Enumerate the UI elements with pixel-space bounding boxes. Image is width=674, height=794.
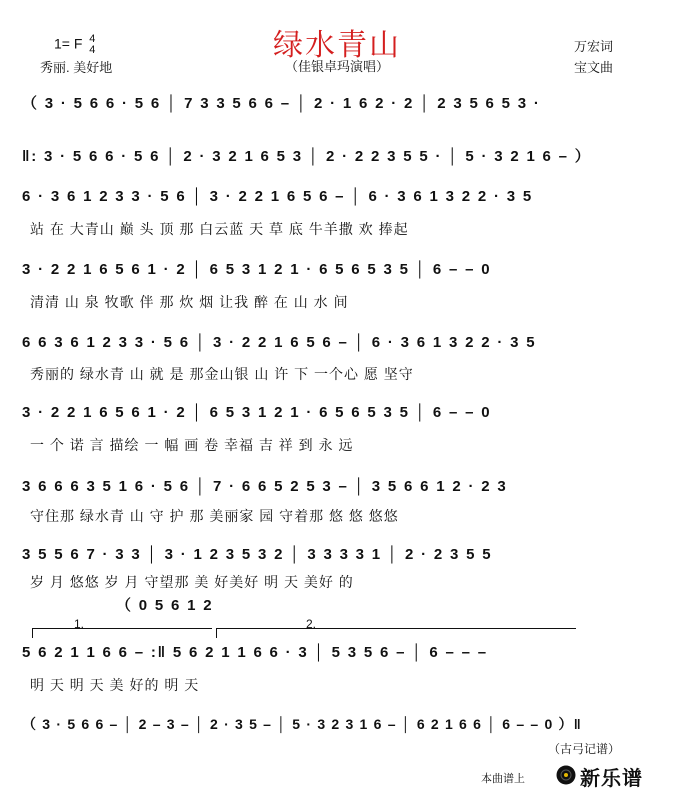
song-title: 绿水青山 bbox=[273, 29, 401, 62]
lyrics-line-2: 清清 山 泉 牧歌 伴 那 炊 烟 让我 醉 在 山 水 间 bbox=[30, 294, 349, 310]
melody-line-2: 3 · 2 2 1 6 5 6 1 · 2 │ 6 5 3 1 2 1 · 6 5 6 5 3 5 │ 6 – – 0 bbox=[22, 261, 492, 278]
lyrics-line-5: 守住那 绿水青 山 守 护 那 美丽家 园 守着那 悠 悠 悠悠 bbox=[30, 508, 399, 524]
time-bottom: 4 bbox=[89, 44, 96, 56]
brand-logo-text[interactable]: 新乐谱 bbox=[580, 768, 643, 790]
tempo-mood: 秀丽. 美好地 bbox=[40, 60, 113, 75]
melody-line-5: 3 6 6 6 3 5 1 6 · 5 6 │ 7 · 6 6 5 2 5 3 – │ 3 5 6 6 1 2 · 2 3 bbox=[22, 478, 508, 495]
volta-2-bracket bbox=[216, 628, 576, 629]
transcriber-credit: （古弓记谱） bbox=[548, 742, 621, 756]
melody-line-7: 5 6 2 1 1 6 6 – :‖ 5 6 2 1 1 6 6 · 3 │ 5 3 5 6 – │ 6 – – – bbox=[22, 644, 488, 661]
melody-line-6: 3 5 5 6 7 · 3 3 │ 3 · 1 2 3 5 3 2 │ 3 3 3 3 1 │ 2 · 2 3 5 5 bbox=[22, 546, 493, 563]
volta-1-bracket bbox=[32, 628, 212, 629]
intro-line-2: ‖: 3 · 5 6 6 · 5 6 │ 2 · 3 2 1 6 5 3 │ 2 · 2 2 3 5 5 · │ 5 · 3 2 1 6 – ） bbox=[22, 148, 592, 165]
upload-credit: 本曲谱上 bbox=[481, 773, 525, 785]
time-top: 4 bbox=[89, 33, 96, 45]
performer-subtitle: （佳银卓玛演唱） bbox=[284, 59, 389, 74]
intro-line-1: （ 3 · 5 6 6 · 5 6 │ 7 3 3 5 6 6 – │ 2 · 1 6 2 · 2 │ 2 3 5 6 5 3 · bbox=[22, 95, 541, 112]
volta-2-label: 2. bbox=[306, 617, 317, 631]
volta-1-label: 1. bbox=[74, 617, 85, 631]
volta-1-edge bbox=[32, 628, 33, 638]
lyrics-line-7: 明 天 明 天 美 好的 明 天 bbox=[30, 677, 200, 693]
pickup-notes: （ 0 5 6 1 2 bbox=[116, 597, 214, 614]
melody-line-1: 6 · 3 6 1 2 3 3 · 5 6 │ 3 · 2 2 1 6 5 6 – │ 6 · 3 6 1 3 2 2 · 3 5 bbox=[22, 188, 533, 205]
outro-line: （ 3 · 5 6 6 – │ 2 – 3 – │ 2 · 3 5 – │ 5 · 3 2 3 1 6 – │ 6 2 1 6 6 │ 6 – – 0 ）‖ bbox=[22, 716, 582, 732]
volta-2-edge bbox=[216, 628, 217, 638]
key-text: 1= F bbox=[54, 35, 83, 52]
lyrics-line-3: 秀丽的 绿水青 山 就 是 那金山银 山 许 下 一个心 愿 坚守 bbox=[30, 366, 414, 382]
composer: 宝文曲 bbox=[574, 60, 614, 75]
lyrics-line-1: 站 在 大青山 巅 头 顶 那 白云蓝 天 草 底 牛羊撒 欢 捧起 bbox=[30, 221, 409, 237]
lyrics-line-4: 一 个 诺 言 描绘 一 幅 画 卷 幸福 吉 祥 到 永 远 bbox=[30, 437, 354, 453]
lyricist: 万宏词 bbox=[574, 39, 614, 54]
melody-line-3: 6 6 3 6 1 2 3 3 · 5 6 │ 3 · 2 2 1 6 5 6 – │ 6 · 3 6 1 3 2 2 · 3 5 bbox=[22, 334, 537, 351]
melody-line-4: 3 · 2 2 1 6 5 6 1 · 2 │ 6 5 3 1 2 1 · 6 5 6 5 3 5 │ 6 – – 0 bbox=[22, 404, 492, 421]
lyrics-line-6: 岁 月 悠悠 岁 月 守望那 美 好美好 明 天 美好 的 bbox=[30, 574, 354, 590]
record-disc-icon bbox=[556, 765, 576, 785]
